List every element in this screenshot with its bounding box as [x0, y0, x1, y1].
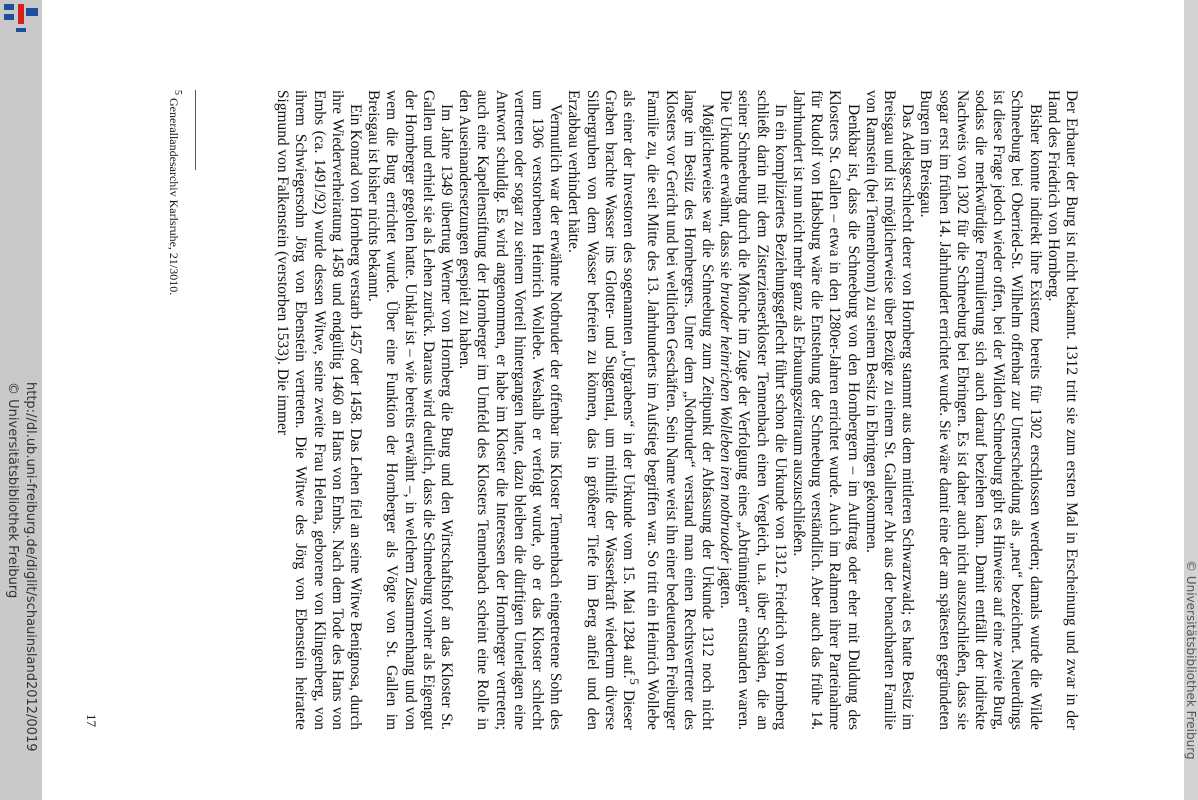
paragraph: Im Jahre 1349 übertrug Werner von Hornberg die Burg und den Wirtschaftshof an das Kloster St. Gallen und erhielt sie als Lehen zurück. Daraus wird deutlich, dass die Schneeburg vorher als Eigengut der Hornberger gegolten hatte. Unklar ist – wie bereits erwähnt –, in welchem Zusammenhang und von wem die Burg errichtet wurde. Über eine Funktion der Hornberger als Vögte von St. Gallen im Breisgau ist bisher nichts bekannt. [365, 90, 455, 730]
paragraph: Der Erbauer der Burg ist nicht bekannt. 1312 tritt sie zum ersten Mal in Erscheinung und zwar in der Hand des Friedrich von Hornberg. [1044, 90, 1080, 730]
body-text [273, 90, 1080, 730]
paragraph: Das Adelsgeschlecht derer von Hornberg stammt aus dem mittleren Schwarzwald; es hatte Besitz im Breisgau und ist möglicherweise über Bezüge zu einem St. Gallener Abt aus der benachbarten Familie von Ramstein (bei Tennenbronn) zu seinem Besitz in Ebringen gekommen. [862, 90, 917, 730]
paragraph: Vermutlich war der erwähnte Notbruder der offenbar ins Kloster Tennenbach eingetretene Sohn des um 1306 verstorbenen Heinrich Wollebe. Weshalb er verfolgt wurde, ob er das Kloster schlecht vertreten oder sogar zu seinem Vorteil hintergangen hatte, dazu bleiben die dürftigen Unterlagen eine Antwort schuldig. Es wird angenommen, er habe im Kloster die Interessen der Hornberger vertreten; auch eine Kapellenstiftung der Hornberger im Umfeld des Klosters Tennenbach scheint eine Rolle in den Auseinandersetzungen gespielt zu haben. [456, 90, 565, 730]
scanned-page [84, 90, 1080, 731]
paragraph: Ein Konrad von Hornberg verstarb 1457 oder 1458. Das Lehen fiel an seine Witwe Benignosa, durch ihre Wiederverheiratung 1458 und endgültig 1460 an Hans von Embs. Nach dem Tode des Hans von Embs (ca. 1491/92) wurde dessen Witwe, seine zweite Frau Helena, geborene von Klingenberg, von ihrem Schwiegersohn Jörg von Ebenstein vertreten. Die Witwe des Jörg von Ebenstein heiratete Sigmund von Falkenstein (verstorben 1533). Die immer [274, 90, 364, 730]
footnote-ref: 5 [627, 678, 642, 685]
paragraph: Denkbar ist, dass die Schneeburg von den Hornbergern – im Auftrag oder eher mit Duldung des Klosters St. Gallen – etwa in den 1280er-Jahren errichtet wurde. Auch im Rahmen ihrer Parteinahme für Rudolf von Habsburg wäre die Entstehung der Schneeburg verständlich. Aber auch das frühe 14. Jahrhundert ist nun nicht mehr ganz als Erbauungszeitraum auszuschließen. [789, 90, 862, 730]
viewer-right-strip [1184, 0, 1198, 800]
source-url[interactable]: http://dl.ub.uni-freiburg.de/diglit/schauinsland2012/0019 [23, 382, 38, 752]
footnote: $^5$ Generallandesarchiv Karlsruhe, 21/3010. [167, 90, 183, 296]
quote-italic: bruoder heinrichen Wolleben iren notbruoder [717, 282, 735, 564]
copyright-notice: © Universitätsbibliothek Freiburg [5, 382, 20, 599]
footnote-divider [195, 90, 196, 170]
paragraph: Bisher konnte indirekt ihre Existenz bereits für 1302 erschlossen werden; damals wurde die Wilde Schneeburg bei Oberried-St. Wilhelm offenbar zur Unterscheidung als „neu“ bezeichnet. Neuerdings ist diese Frage jedoch wieder offen, bei der Wilden Schneeburg gibt es Hinweise auf eine zweite Burg, sodass die merkwürdige Formulierung sich auch darauf beziehen kann. Damit entfällt der indirekte Nachweis von 1302 für die Schneeburg bei Ebringen. Es ist daher auch nicht auszuschließen, dass sie sogar erst im frühen 14. Jahrhundert errichtet wurde. Sie wäre damit eine der am spätesten gegründeten Burgen im Breisgau. [917, 90, 1044, 730]
page-number: 17 [84, 714, 99, 727]
paragraph: In ein kompliziertes Beziehungsgeflecht führt schon die Urkunde von 1312. Friedrich von Hornberg schließt darin mit dem Zisterzienserkloster Tennenbach einen Vergleich, u.a. über Schäden, die an seiner Schneeburg durch die Mönche im Zuge der Verfolgung eines „Abtrünnigen“ entstanden waren. Die Urkunde erwähnt, dass sie bruoder heinrichen Wolleben iren notbruoder jagten. [717, 90, 789, 730]
right-copyright-notice: © Universitätsbibliothek Freiburg [1184, 560, 1198, 760]
viewer-left-strip [0, 0, 42, 800]
paragraph: Möglicherweise war die Schneeburg zum Zeitpunkt der Abfassung der Urkunde 1312 noch nicht lange im Besitz des Hornbergers. Unter dem „Notbruder“ verstand man einen Rechtsvertreter des Klosters vor Gericht und bei weltlichen Geschäften. Sein Name weist ihn einer bedeutenden Freiburger Familie zu, die seit Mitte des 13. Jahrhunderts im Aufstieg begriffen war. So tritt ein Heinrich Wollebe als einer der Investoren des sogenannten „Urgrabens“ in der Urkunde vom 15. Mai 1284 auf.$^5$ Dieser Graben brachte Wasser ins Glotter- und Suggental, um mithilfe der Wasserkraft wiederum diverse Silbergruben von dem Wasser befreien zu können, das in größerer Tiefe im Berg anfiel und den Erzabbau verhindert hätte. [565, 90, 716, 731]
